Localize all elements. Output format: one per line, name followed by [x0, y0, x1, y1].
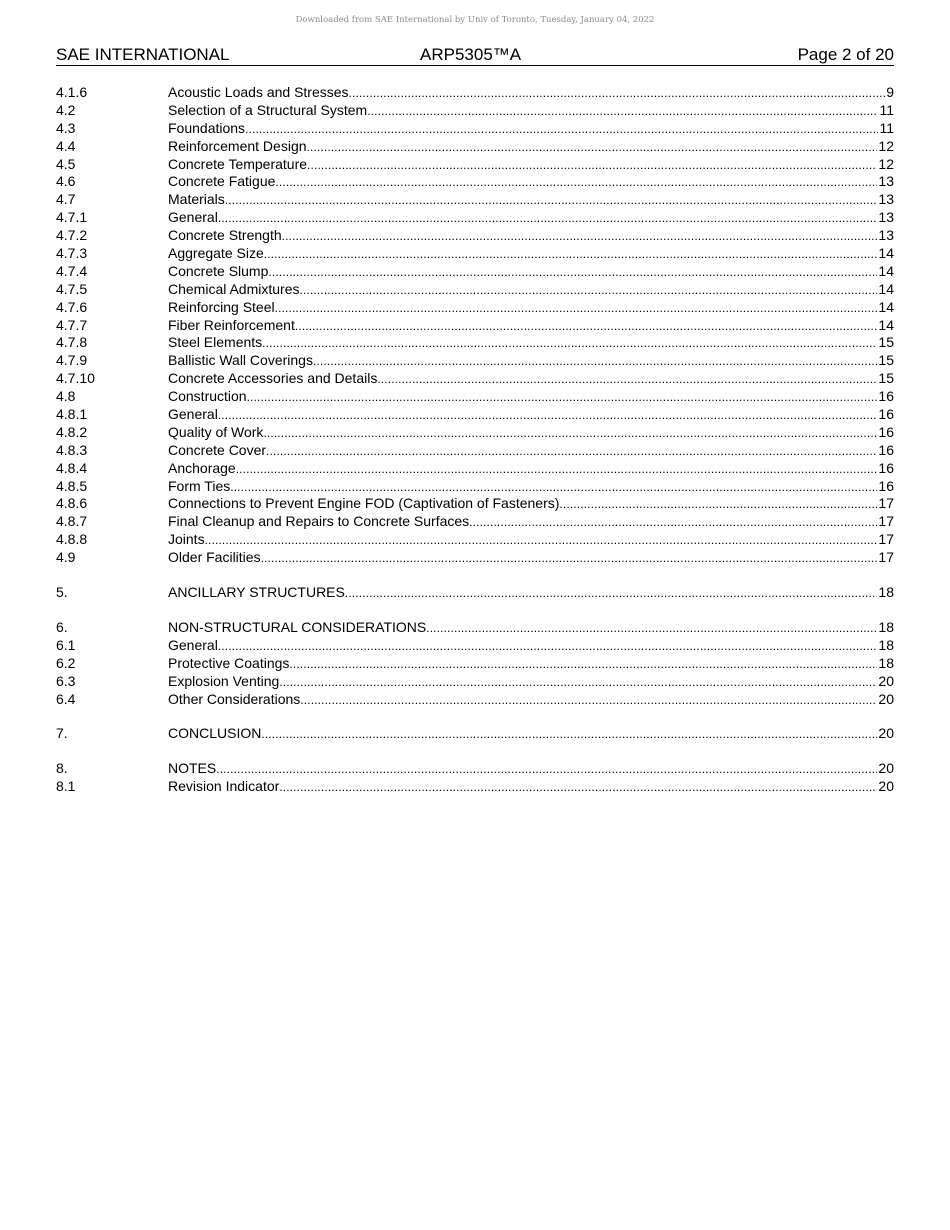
toc-section-title: Concrete Cover: [168, 441, 267, 458]
toc-page-number: 9: [886, 84, 894, 100]
toc-page-number: 17: [878, 513, 894, 530]
toc-section-number: 6.1: [56, 636, 76, 653]
toc-section-title: Foundations: [168, 119, 246, 136]
toc-section-title: Steel Elements: [168, 334, 263, 351]
toc-section-title: Concrete Fatigue: [168, 173, 276, 190]
toc-entry: [56, 227, 894, 245]
toc-entry: [56, 442, 894, 460]
toc-entry: [56, 334, 894, 352]
toc-page-number: 14: [878, 262, 894, 279]
toc-page-number: 15: [878, 370, 894, 387]
toc-section-title: General: [168, 209, 218, 226]
toc-page-number: 20: [878, 778, 894, 795]
toc-dot-leader: [313, 352, 877, 370]
toc-section-number: 4.7.8: [56, 334, 88, 351]
toc-entry: [56, 281, 894, 299]
toc-entry: [56, 352, 894, 370]
toc-section-title: Concrete Strength: [168, 227, 282, 244]
toc-entry: [56, 191, 894, 209]
toc-dot-leader: [307, 138, 878, 156]
toc-page-number: 13: [878, 191, 894, 208]
toc-entry: [56, 299, 894, 317]
toc-page-number: 14: [878, 245, 894, 262]
toc-dot-leader: [282, 227, 878, 245]
toc-entry: [56, 531, 894, 549]
toc-section-number: 6.4: [56, 690, 76, 707]
toc-page-number: 18: [878, 654, 894, 671]
toc-section-number: 4.5: [56, 155, 76, 172]
toc-page-number: 14: [878, 280, 894, 297]
toc-entry: [56, 424, 894, 442]
toc-page-number: 16: [878, 459, 894, 476]
toc-dot-leader: [300, 281, 878, 299]
toc-section-number: 6.2: [56, 654, 76, 671]
download-watermark: Downloaded from SAE International by Univ of Toronto, Tuesday, January 04, 2022: [295, 15, 655, 25]
toc-section-number: 4.7.5: [56, 280, 88, 297]
toc-page-number: 16: [878, 388, 894, 405]
toc-section-title: Acoustic Loads and Stresses: [168, 84, 349, 100]
toc-section-number: 8.: [56, 760, 68, 777]
toc-section-title: Quality of Work: [168, 423, 264, 440]
toc-dot-leader: [261, 549, 878, 567]
toc-dot-leader: [230, 478, 877, 496]
toc-dot-leader: [266, 442, 877, 460]
organization-name: SAE INTERNATIONAL: [56, 45, 230, 64]
toc-page-number: 20: [878, 760, 894, 777]
toc-entry: [56, 513, 894, 531]
toc-dot-leader: [268, 263, 877, 281]
toc-section-title: Concrete Temperature: [168, 155, 308, 172]
toc-entry: [56, 673, 894, 691]
toc-entry: [56, 263, 894, 281]
page-number: Page 2 of 20: [797, 45, 894, 64]
toc-section-number: 4.1.6: [56, 84, 88, 100]
toc-section-number: 4.8.7: [56, 513, 88, 530]
toc-section-title: CONCLUSION: [168, 725, 262, 742]
toc-section-title: Older Facilities: [168, 549, 261, 566]
toc-page-number: 18: [878, 618, 894, 635]
toc-entry: [56, 406, 894, 424]
toc-section-number: 4.8.3: [56, 441, 88, 458]
toc-page-number: 16: [878, 406, 894, 423]
toc-section-number: 4.2: [56, 101, 76, 118]
toc-dot-leader: [262, 334, 877, 352]
toc-page-number: 18: [878, 636, 894, 653]
toc-dot-leader: [377, 370, 877, 388]
toc-section-title: Concrete Slump: [168, 262, 269, 279]
toc-page-number: 17: [878, 531, 894, 548]
toc-entry: [56, 388, 894, 406]
toc-page-number: 11: [879, 101, 894, 118]
toc-dot-leader: [300, 691, 877, 709]
toc-section-title: ANCILLARY STRUCTURES: [168, 584, 345, 601]
toc-section-title: NON-STRUCTURAL CONSIDERATIONS: [168, 618, 427, 635]
toc-dot-leader: [367, 102, 878, 120]
toc-section-number: 4.4: [56, 137, 76, 154]
toc-entry: [56, 120, 894, 138]
toc-section-title: Concrete Accessories and Details: [168, 370, 378, 387]
toc-page-number: 12: [878, 155, 894, 172]
toc-dot-leader: [225, 191, 878, 209]
toc-dot-leader: [345, 584, 878, 602]
toc-section-number: 4.8.4: [56, 459, 88, 476]
toc-page-number: 17: [878, 549, 894, 566]
page-header: [56, 43, 894, 66]
toc-section-title: Protective Coatings: [168, 654, 290, 671]
toc-section-title: Materials: [168, 191, 225, 208]
toc-section-title: Joints: [168, 531, 205, 548]
toc-section-title: Reinforcing Steel: [168, 298, 275, 315]
toc-dot-leader: [218, 209, 878, 227]
toc-dot-leader: [218, 406, 878, 424]
toc-section-title: Chemical Admixtures: [168, 280, 300, 297]
toc-dot-leader: [263, 424, 877, 442]
toc-dot-leader: [247, 388, 878, 406]
toc-section-number: 4.7: [56, 191, 76, 208]
toc-page-number: 20: [878, 725, 894, 742]
toc-dot-leader: [559, 495, 877, 513]
toc-entry: [56, 584, 894, 602]
toc-entry: [56, 138, 894, 156]
toc-page-number: 18: [878, 584, 894, 601]
toc-section-number: 4.3: [56, 119, 76, 136]
toc-section-title: Other Considerations: [168, 690, 301, 707]
toc-dot-leader: [349, 84, 886, 102]
toc-entry: [56, 725, 894, 743]
toc-entry: [56, 478, 894, 496]
toc-section-title: Final Cleanup and Repairs to Concrete Surfaces: [168, 513, 470, 530]
toc-page-number: 14: [878, 316, 894, 333]
toc-section-number: 4.7.10: [56, 370, 95, 387]
toc-dot-leader: [289, 655, 877, 673]
toc-section-title: NOTES: [168, 760, 217, 777]
toc-section-number: 4.6: [56, 173, 76, 190]
toc-dot-leader: [261, 725, 877, 743]
toc-section-title: Fiber Reinforcement: [168, 316, 295, 333]
toc-section-title: Revision Indicator: [168, 778, 280, 795]
toc-section-title: Selection of a Structural System: [168, 101, 368, 118]
toc-section-title: General: [168, 636, 218, 653]
toc-page-number: 15: [878, 334, 894, 351]
toc-section-number: 4.7.4: [56, 262, 88, 279]
toc-page-number: 20: [878, 690, 894, 707]
toc-page-number: 13: [878, 227, 894, 244]
toc-section-number: 5.: [56, 584, 68, 601]
toc-page-number: 16: [878, 477, 894, 494]
toc-entry: [56, 317, 894, 335]
toc-entry: [56, 760, 894, 778]
toc-dot-leader: [275, 299, 878, 317]
toc-entry: [56, 209, 894, 227]
toc-section-number: 4.8.2: [56, 423, 88, 440]
toc-section-number: 6.3: [56, 672, 76, 689]
toc-dot-leader: [264, 245, 878, 263]
toc-entry: [56, 619, 894, 637]
toc-section-number: 4.7.2: [56, 227, 88, 244]
toc-entry: [56, 637, 894, 655]
toc-section-number: 4.8.1: [56, 406, 88, 423]
document-id: ARP5305™A: [420, 45, 522, 64]
toc-dot-leader: [216, 760, 877, 778]
toc-page-number: 15: [878, 352, 894, 369]
toc-dot-leader: [307, 156, 877, 174]
toc-entry: [56, 778, 894, 796]
toc-page-number: 12: [878, 137, 894, 154]
toc-dot-leader: [426, 619, 877, 637]
toc-entry: [56, 691, 894, 709]
toc-entry: [56, 370, 894, 388]
toc-dot-leader: [218, 637, 878, 655]
toc-section-number: 4.8.8: [56, 531, 88, 548]
toc-page-number: 20: [878, 672, 894, 689]
toc-page-number: 13: [878, 209, 894, 226]
toc-section-number: 7.: [56, 725, 68, 742]
toc-section-title: Aggregate Size: [168, 245, 264, 262]
toc-section-number: 4.7.6: [56, 298, 88, 315]
toc-page-number: 14: [878, 298, 894, 315]
toc-section-number: 4.8: [56, 388, 76, 405]
toc-section-title: Connections to Prevent Engine FOD (Captivation of Fasteners): [168, 495, 560, 512]
toc-entry: [56, 84, 894, 102]
toc-section-number: 6.: [56, 618, 68, 635]
toc-entry: [56, 460, 894, 478]
toc-section-number: 8.1: [56, 778, 76, 795]
toc-dot-leader: [205, 531, 878, 549]
toc-section-number: 4.7.9: [56, 352, 88, 369]
toc-section-number: 4.9: [56, 549, 76, 566]
toc-dot-leader: [469, 513, 877, 531]
toc-entry: [56, 245, 894, 263]
toc-entry: [56, 156, 894, 174]
toc-dot-leader: [295, 317, 878, 335]
table-of-contents: [56, 84, 894, 796]
toc-page-number: 17: [878, 495, 894, 512]
toc-section-title: Reinforcement Design: [168, 137, 307, 154]
toc-page-number: 13: [878, 173, 894, 190]
toc-entry: [56, 102, 894, 120]
toc-section-title: Construction: [168, 388, 247, 405]
toc-dot-leader: [236, 460, 878, 478]
toc-page-number: 16: [878, 423, 894, 440]
toc-entry: [56, 549, 894, 567]
toc-section-number: 4.7.7: [56, 316, 88, 333]
toc-section-title: Explosion Venting: [168, 672, 280, 689]
toc-section-number: 4.7.1: [56, 209, 88, 226]
toc-dot-leader: [279, 673, 877, 691]
toc-section-title: Ballistic Wall Coverings: [168, 352, 313, 369]
toc-section-number: 4.8.6: [56, 495, 88, 512]
toc-entry: [56, 495, 894, 513]
toc-section-title: Form Ties: [168, 477, 231, 494]
toc-dot-leader: [275, 173, 877, 191]
toc-dot-leader: [279, 778, 877, 796]
toc-dot-leader: [245, 120, 878, 138]
toc-section-number: 4.8.5: [56, 477, 88, 494]
toc-entry: [56, 173, 894, 191]
toc-section-number: 4.7.3: [56, 245, 88, 262]
toc-section-title: General: [168, 406, 218, 423]
toc-page-number: 16: [878, 441, 894, 458]
toc-section-title: Anchorage: [168, 459, 236, 476]
toc-entry: [56, 655, 894, 673]
toc-page-number: 11: [879, 119, 894, 136]
